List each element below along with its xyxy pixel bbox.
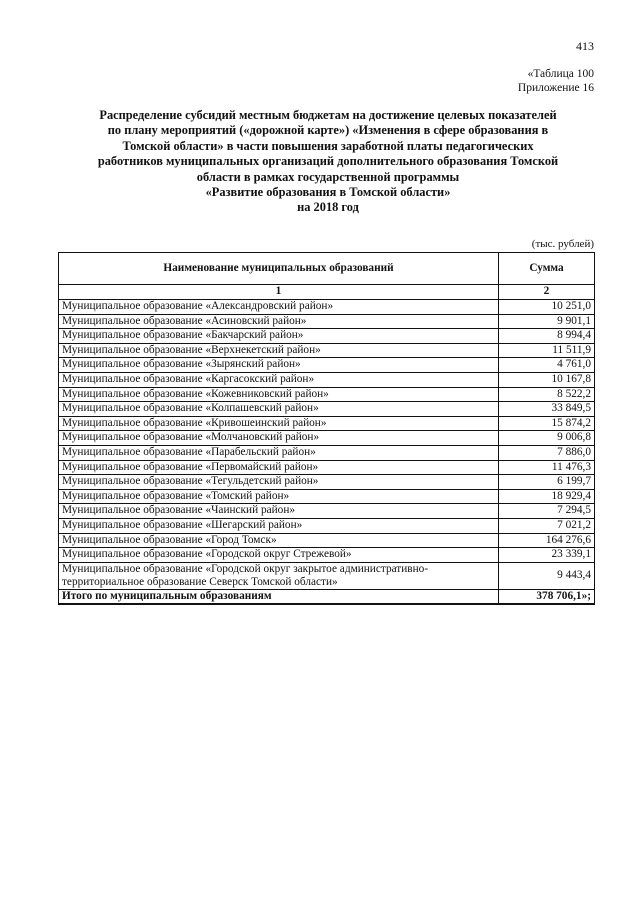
table-row [59, 343, 595, 358]
municipality-name: Муниципальное образование «Кривошеинский район» [59, 416, 499, 431]
table-ref-line1: «Таблица 100 [527, 68, 594, 80]
municipality-name: Муниципальное образование «Парабельский район» [59, 445, 499, 460]
municipality-name: Муниципальное образование «Тегульдетский район» [59, 475, 499, 490]
municipality-name: Муниципальное образование «Верхнекетский район» [59, 343, 499, 358]
subsidy-amount: 164 276,6 [499, 533, 595, 548]
table-row [59, 329, 595, 344]
title-line: Распределение субсидий местным бюджетам на достижение целевых показателей [99, 108, 557, 122]
table-row [59, 445, 595, 460]
municipality-name: Муниципальное образование «Томский район» [59, 489, 499, 504]
municipality-name: Муниципальное образование «Город Томск» [59, 533, 499, 548]
title-line: работников муниципальных организаций дополнительного образования Томской [97, 154, 559, 169]
total-label: Итого по муниципальным образованиям [59, 589, 499, 604]
subsidy-amount: 6 199,7 [499, 475, 595, 490]
table-reference [518, 67, 594, 95]
table-row [59, 504, 595, 519]
subsidy-amount: 15 874,2 [499, 416, 595, 431]
total-amount: 378 706,1»; [499, 589, 595, 604]
table-row [59, 518, 595, 533]
title-line: «Развитие образования в Томской области» [205, 185, 451, 200]
subsidy-amount: 11 511,9 [499, 343, 595, 358]
table-row [59, 300, 595, 315]
subsidy-amount: 4 761,0 [499, 358, 595, 373]
municipality-name: Муниципальное образование «Шегарский район» [59, 518, 499, 533]
subsidy-table [58, 252, 595, 605]
page-number: 413 [576, 39, 594, 53]
table-row [59, 548, 595, 563]
table-row [59, 358, 595, 373]
subsidy-amount: 18 929,4 [499, 489, 595, 504]
municipality-name: Муниципальное образование «Первомайский район» [59, 460, 499, 475]
subsidy-amount: 7 294,5 [499, 504, 595, 519]
title-line: Томской области» в части повышения заработной платы педагогических [122, 138, 534, 153]
table-row [59, 562, 595, 589]
column-index-row [59, 285, 595, 300]
municipality-name: Муниципальное образование «Каргасокский район» [59, 372, 499, 387]
column-header-name: Наименование муниципальных образований [59, 253, 499, 285]
subsidy-amount: 10 251,0 [499, 300, 595, 315]
subsidy-amount: 9 006,8 [499, 431, 595, 446]
column-index: 2 [499, 285, 595, 300]
table-row [59, 460, 595, 475]
municipality-name: Муниципальное образование «Колпашевский район» [59, 402, 499, 417]
subsidy-amount: 8 994,4 [499, 329, 595, 344]
subsidy-amount: 23 339,1 [499, 548, 595, 563]
title-line: на 2018 год [297, 200, 359, 215]
document-title [62, 108, 594, 216]
municipality-name: Муниципальное образование «Городской округ закрытое административно-территориальное образование Северск Томской области» [59, 562, 499, 589]
table-row [59, 489, 595, 504]
municipality-name: Муниципальное образование «Бакчарский район» [59, 329, 499, 344]
municipality-name: Муниципальное образование «Чаинский район» [59, 504, 499, 519]
table-header-row [59, 253, 595, 285]
column-header-sum: Сумма [499, 253, 595, 285]
table-row [59, 416, 595, 431]
subsidy-amount: 11 476,3 [499, 460, 595, 475]
table-row [59, 533, 595, 548]
table-row [59, 314, 595, 329]
municipality-name: Муниципальное образование «Асиновский район» [59, 314, 499, 329]
table-row [59, 431, 595, 446]
subsidy-amount: 7 886,0 [499, 445, 595, 460]
municipality-name: Муниципальное образование «Молчановский район» [59, 431, 499, 446]
municipality-name: Муниципальное образование «Городской округ Стрежевой» [59, 548, 499, 563]
subsidy-amount: 10 167,8 [499, 372, 595, 387]
table-ref-line2: Приложение 16 [517, 82, 594, 94]
table-row [59, 387, 595, 402]
subsidy-amount: 7 021,2 [499, 518, 595, 533]
municipality-name: Муниципальное образование «Александровский район» [59, 300, 499, 315]
subsidy-amount: 8 522,2 [499, 387, 595, 402]
table-row [59, 402, 595, 417]
units-note: (тыс. рублей) [531, 238, 594, 250]
title-line: области в рамках государственной программы [196, 169, 460, 184]
subsidy-amount: 33 849,5 [499, 402, 595, 417]
subsidy-amount: 9 443,4 [499, 562, 595, 589]
table-row [59, 372, 595, 387]
table-row [59, 475, 595, 490]
column-index: 1 [59, 285, 499, 300]
subsidy-amount: 9 901,1 [499, 314, 595, 329]
total-row [59, 589, 595, 604]
municipality-name: Муниципальное образование «Кожевниковский район» [59, 387, 499, 402]
municipality-name: Муниципальное образование «Зырянский район» [59, 358, 499, 373]
title-line: по плану мероприятий («дорожной карте») «Изменения в сфере образования в [107, 123, 549, 138]
